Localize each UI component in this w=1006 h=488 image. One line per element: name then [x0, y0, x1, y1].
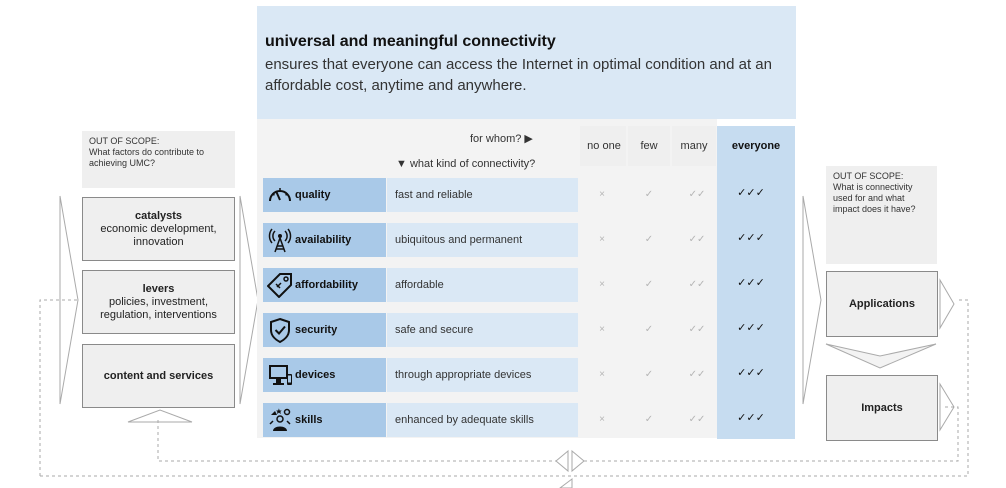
- down-chevron: [826, 344, 936, 368]
- row-name: security: [295, 324, 338, 336]
- column-label-few: few: [640, 140, 658, 152]
- person-skills-icon: [267, 407, 293, 433]
- header-subtitle: ensures that everyone can access the Internet in optimal condition and at an affordable cost, anytime and anywhere.: [265, 56, 772, 94]
- row-desc-security: safe and secure: [387, 313, 578, 347]
- column-label-many: many: [680, 140, 708, 152]
- mark-everyone: ✓✓✓: [737, 412, 765, 424]
- right-out-of-scope-box: [826, 166, 937, 264]
- mark-many: ✓✓: [688, 234, 706, 245]
- shield-check-icon: [267, 317, 293, 343]
- mark-no-one: ×: [599, 279, 605, 290]
- scope-text: What is connectivity used for and what impact does it have?: [833, 182, 916, 214]
- box-title: levers: [142, 282, 175, 295]
- mark-few: ✓: [644, 369, 654, 380]
- left-out-of-scope-box: [82, 131, 235, 188]
- speedometer-icon: [267, 182, 293, 208]
- row-name: skills: [295, 414, 323, 426]
- mark-everyone: ✓✓✓: [737, 277, 765, 289]
- mark-no-one: ×: [599, 414, 605, 425]
- antenna-icon: [267, 227, 293, 253]
- row-label-devices: [263, 358, 386, 392]
- right-chevron-outer: [803, 196, 821, 404]
- left-chevron-inner: [240, 196, 258, 404]
- scope-heading: OUT OF SCOPE:: [89, 136, 160, 146]
- row-desc-quality: fast and reliable: [387, 178, 578, 212]
- mark-everyone: ✓✓✓: [737, 322, 765, 334]
- row-name: availability: [295, 234, 352, 246]
- row-name: affordability: [295, 279, 358, 291]
- what-kind-axis-label: ▼ what kind of connectivity?: [396, 158, 536, 170]
- mark-many: ✓✓: [688, 189, 706, 200]
- mark-no-one: ×: [599, 234, 605, 245]
- levers-box: [82, 270, 235, 334]
- row-name: quality: [295, 189, 331, 201]
- mark-no-one: ×: [599, 189, 605, 200]
- box-title: catalysts: [134, 209, 183, 222]
- mark-many: ✓✓: [688, 324, 706, 335]
- box-text: economic development, innovation: [100, 222, 217, 248]
- row-label-affordability: [263, 268, 386, 302]
- mark-everyone: ✓✓✓: [737, 187, 765, 199]
- box-title: content and services: [103, 369, 214, 382]
- content-and-services-box: [82, 344, 235, 408]
- mark-few: ✓: [644, 414, 654, 425]
- mark-many: ✓✓: [688, 414, 706, 425]
- column-label-everyone: everyone: [731, 140, 781, 152]
- scope-heading: OUT OF SCOPE:: [833, 171, 904, 181]
- row-label-security: [263, 313, 386, 347]
- row-label-quality: [263, 178, 386, 212]
- mark-few: ✓: [644, 324, 654, 335]
- row-name: devices: [295, 369, 336, 381]
- feedback-loop-line: [40, 300, 78, 476]
- applications-box: [826, 271, 938, 337]
- mark-few: ✓: [644, 189, 654, 200]
- catalysts-box: [82, 197, 235, 261]
- row-label-skills: [263, 403, 386, 437]
- mark-few: ✓: [644, 279, 654, 290]
- row-desc-skills: enhanced by adequate skills: [387, 403, 578, 437]
- mark-few: ✓: [644, 234, 654, 245]
- mark-many: ✓✓: [688, 369, 706, 380]
- for-whom-axis-label: for whom? ▶: [470, 133, 533, 145]
- mark-many: ✓✓: [688, 279, 706, 290]
- box-title: Impacts: [861, 401, 903, 414]
- row-desc-devices: through appropriate devices: [387, 358, 578, 392]
- box-text: policies, investment, regulation, interventions: [100, 295, 217, 321]
- monitor-icon: [267, 362, 293, 388]
- box-title: Applications: [848, 297, 915, 310]
- mark-no-one: ×: [599, 324, 605, 335]
- impacts-box: [826, 375, 938, 441]
- row-desc-availability: ubiquitous and permanent: [387, 223, 578, 257]
- mark-no-one: ×: [599, 369, 605, 380]
- header-title: universal and meaningful connectivity: [265, 33, 556, 50]
- mark-everyone: ✓✓✓: [737, 232, 765, 244]
- scope-text: What factors do contribute to achieving UMC?: [89, 147, 205, 168]
- row-desc-affordability: affordable: [387, 268, 578, 302]
- column-label-no-one: no one: [587, 140, 621, 152]
- mark-everyone: ✓✓✓: [737, 367, 765, 379]
- price-tag-icon: [267, 272, 293, 298]
- row-label-availability: [263, 223, 386, 257]
